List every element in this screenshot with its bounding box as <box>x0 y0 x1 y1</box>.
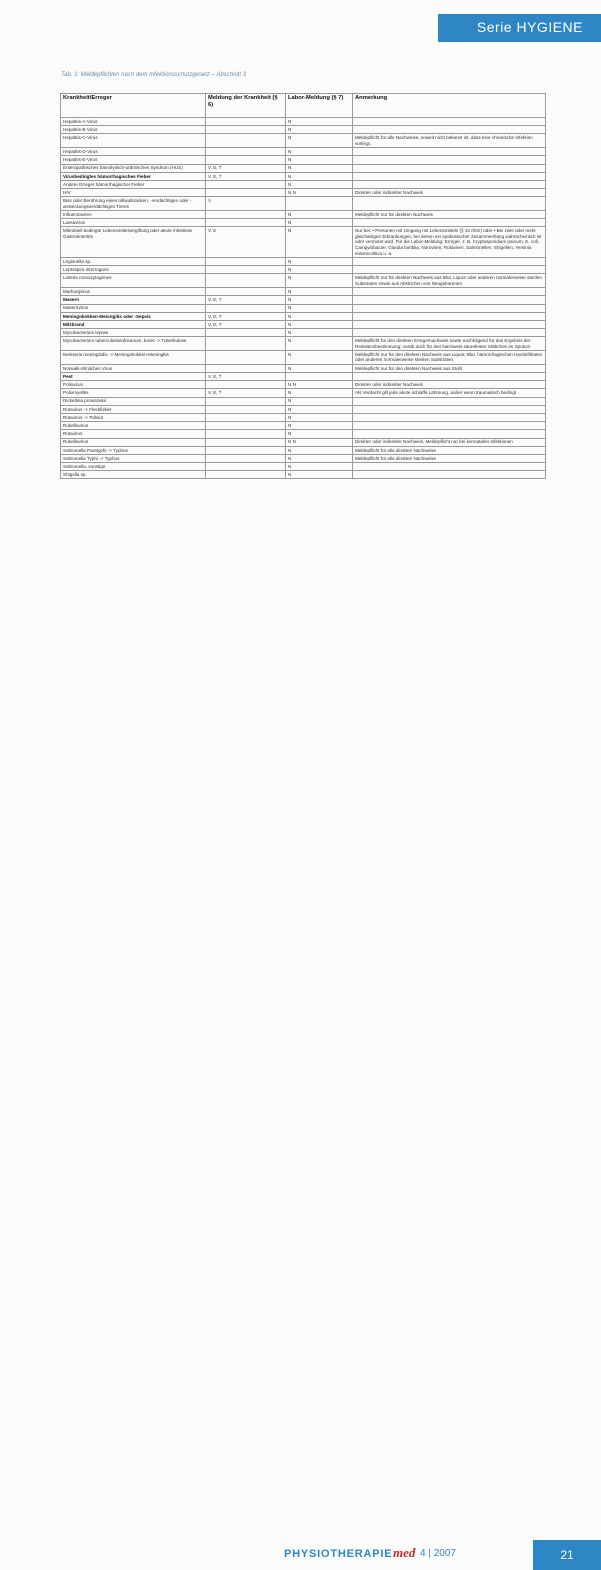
table-row <box>61 422 546 430</box>
magazine-med-logo: med <box>393 1545 416 1560</box>
cell-disease: Meningokokken-Meningitis oder -Sepsis <box>61 312 206 320</box>
cell-report-6 <box>206 463 286 471</box>
table-row <box>61 197 546 211</box>
cell-report-7: N <box>286 471 353 479</box>
cell-report-7: N <box>286 258 353 266</box>
cell-report-6 <box>206 364 286 372</box>
cell-disease: Poliomyelitis <box>61 389 206 397</box>
cell-report-6 <box>206 156 286 164</box>
cell-report-7: N <box>286 329 353 337</box>
cell-report-6: V, E, T <box>206 172 286 180</box>
cell-report-7: N <box>286 337 353 351</box>
cell-disease: Biss oder Berührung eines tollwutkranken, -verdächtigen oder -ansteckungsverdächtigen Tieres <box>61 197 206 211</box>
cell-disease: Milzbrand <box>61 320 206 328</box>
cell-note <box>353 405 546 413</box>
cell-note <box>353 312 546 320</box>
table-row <box>61 258 546 266</box>
cell-report-6 <box>206 219 286 227</box>
table-row <box>61 463 546 471</box>
table-row <box>61 312 546 320</box>
table-caption: Tab. 1: Meldepflichten nach dem Infektionsschutzgesetz – Abschnitt 3 <box>61 72 246 78</box>
cell-note <box>353 258 546 266</box>
cell-report-7 <box>286 373 353 381</box>
series-title: Serie HYGIENE <box>476 19 583 35</box>
cell-note <box>353 148 546 156</box>
cell-disease: Pest <box>61 373 206 381</box>
cell-report-6 <box>206 189 286 197</box>
cell-report-7: N <box>286 413 353 421</box>
cell-disease: Mikrobiell bedingte Lebensmittelvergiftung oder akute infektiöse Gastroenteritis <box>61 227 206 258</box>
cell-report-7: N <box>286 405 353 413</box>
cell-note: Meldepflicht für alle Nachweise, soweit nicht bekannt ist, dass eine chronische Infektion vorliegt. <box>353 134 546 148</box>
cell-disease: Leptospira interrogans <box>61 266 206 274</box>
table-row <box>61 288 546 296</box>
cell-note: Meldepflicht für den direkten Erregernachweis sowie nachfolgend für das Ergebnis der Resistenzbestimmung; vorab auch für den Nachweis säurefester Stäbchen im Sputum <box>353 337 546 351</box>
cell-note <box>353 172 546 180</box>
cell-report-6 <box>206 397 286 405</box>
cell-disease: Masernvirus <box>61 304 206 312</box>
cell-note <box>353 373 546 381</box>
cell-note <box>353 197 546 211</box>
cell-note: Meldepflicht für alle direkten Nachweise <box>353 446 546 454</box>
cell-note: Meldepflicht nur für den direkten Nachweis aus Liquor, Blut, hämorrhagischen Hautinfiltraten oder anderen normalerweise sterilen Substraten <box>353 351 546 365</box>
cell-report-7: N <box>286 126 353 134</box>
table-row <box>61 446 546 454</box>
cell-report-6: V, E, T <box>206 164 286 172</box>
cell-report-6 <box>206 351 286 365</box>
cell-disease: Hepatitis-C-Virus <box>61 134 206 148</box>
cell-disease: Virusbedingtes hämorrhagisches Fieber <box>61 172 206 180</box>
cell-note <box>353 296 546 304</box>
cell-disease: Mycobacterium leprae <box>61 329 206 337</box>
cell-disease: Rubellavirus <box>61 422 206 430</box>
cell-note <box>353 320 546 328</box>
cell-disease: Salmonella Paratyphi -> Typhus <box>61 446 206 454</box>
table-row <box>61 304 546 312</box>
cell-note <box>353 329 546 337</box>
table-row <box>61 172 546 180</box>
cell-note <box>353 422 546 430</box>
table-row <box>61 471 546 479</box>
cell-report-7: N <box>286 172 353 180</box>
table-row <box>61 164 546 172</box>
table-row <box>61 227 546 258</box>
cell-report-6 <box>206 454 286 462</box>
cell-note: Meldepflicht für alle direkten Nachweise <box>353 454 546 462</box>
cell-report-6 <box>206 337 286 351</box>
cell-disease: Legionella sp. <box>61 258 206 266</box>
cell-report-6: V, E, T <box>206 296 286 304</box>
cell-disease: Mycobacterium tuberculosis/africanum, bovis -> Tuberkulose <box>61 337 206 351</box>
cell-note: Meldepflicht nur für direkten Nachweis <box>353 211 546 219</box>
table-row <box>61 397 546 405</box>
cell-report-7: N <box>286 454 353 462</box>
cell-report-7: N <box>286 148 353 156</box>
cell-disease: Influenzaviren <box>61 211 206 219</box>
cell-report-7: N N <box>286 438 353 446</box>
cell-report-7: N <box>286 364 353 372</box>
table-row <box>61 211 546 219</box>
table-row <box>61 454 546 462</box>
cell-disease: Enteropathisches hämolytisch-urämisches Syndrom (HUS) <box>61 164 206 172</box>
cell-report-6 <box>206 288 286 296</box>
cell-report-7: N <box>286 463 353 471</box>
cell-disease: Hepatitis-A-Virus <box>61 118 206 126</box>
page-footer <box>0 770 601 1562</box>
cell-disease: Hepatitis-D-Virus <box>61 148 206 156</box>
cell-report-7: N <box>286 134 353 148</box>
cell-report-7: N <box>286 180 353 188</box>
table-row <box>61 134 546 148</box>
cell-report-6: V, E, T <box>206 373 286 381</box>
cell-report-6 <box>206 258 286 266</box>
table-row <box>61 413 546 421</box>
cell-disease: Hepatitis-E-Virus <box>61 156 206 164</box>
table-row <box>61 156 546 164</box>
cell-report-7: N <box>286 164 353 172</box>
table-row <box>61 274 546 288</box>
cell-note <box>353 118 546 126</box>
cell-disease: Norwalk-ähnliches Virus <box>61 364 206 372</box>
cell-note: Direkter oder indirekter Nachweis <box>353 381 546 389</box>
cell-report-7: N <box>286 430 353 438</box>
table-row <box>61 430 546 438</box>
table-row <box>61 438 546 446</box>
cell-report-7: N <box>286 312 353 320</box>
table-row <box>61 373 546 381</box>
cell-disease: Listeria monocytogenes <box>61 274 206 288</box>
table-row <box>61 329 546 337</box>
cell-report-7: N <box>286 304 353 312</box>
cell-report-6 <box>206 438 286 446</box>
cell-report-6 <box>206 471 286 479</box>
cell-report-6: V, E <box>206 227 286 258</box>
table-row <box>61 148 546 156</box>
table-header-row <box>61 94 546 118</box>
cell-note <box>353 471 546 479</box>
table-row <box>61 364 546 372</box>
cell-report-6: V, E, T <box>206 312 286 320</box>
cell-report-6: V, E, T <box>206 389 286 397</box>
cell-report-7: N <box>286 266 353 274</box>
table-row <box>61 381 546 389</box>
cell-note <box>353 463 546 471</box>
cell-note <box>353 288 546 296</box>
cell-note: Meldepflicht nur für den direkten Nachweis aus Stuhl <box>353 364 546 372</box>
cell-report-7: N <box>286 274 353 288</box>
cell-note: Als Verdacht gilt jede akute schlaffe Lähmung, außer wenn traumatisch bedingt <box>353 389 546 397</box>
cell-disease: Shigella sp. <box>61 471 206 479</box>
table-row <box>61 351 546 365</box>
cell-note: Direkter oder indirekter Nachweis, Meldepflicht nur bei konnatalen Infektionen <box>353 438 546 446</box>
cell-disease: Rubellavirus <box>61 438 206 446</box>
table-row <box>61 219 546 227</box>
cell-disease: Lassavirus <box>61 219 206 227</box>
cell-report-7: N <box>286 156 353 164</box>
cell-disease: Hepatitis-B-Virus <box>61 126 206 134</box>
table-row <box>61 320 546 328</box>
cell-report-6 <box>206 180 286 188</box>
cell-report-7: N <box>286 389 353 397</box>
reporting-table <box>60 93 546 479</box>
cell-report-7: N <box>286 118 353 126</box>
cell-note: Nur bei: • Personen mit Umgang mit Lebensmitteln (§ 42 IfSG) oder • Bei zwei oder mehr gleichartigen Erkrankungen, bei denen ein epidemischer Zusammenhang wahrscheinlich ist oder vermutet wird. Für die Labor-Meldung: Erreger, z. B. Cryptosporidium parvum, E. coli, Campylobacter, Giardia lamblia, Noroviren, Rotaviren, Salmonellen, Shigellen, Yersinia enterocolitica u. a. <box>353 227 546 258</box>
cell-report-7: N N <box>286 189 353 197</box>
cell-report-6 <box>206 266 286 274</box>
column-header-report-6: Meldung der Krankheit (§ 6) <box>206 94 286 118</box>
cell-report-6: V, E, T <box>206 320 286 328</box>
cell-report-6 <box>206 148 286 156</box>
cell-disease: Masern <box>61 296 206 304</box>
cell-disease: Salmonella, sonstige <box>61 463 206 471</box>
cell-note <box>353 156 546 164</box>
cell-note <box>353 397 546 405</box>
cell-report-6 <box>206 304 286 312</box>
cell-note: Meldepflicht nur für direkten Nachweis aus Blut, Liquor oder anderen normalerweise sterilen Substraten sowie aus Abstrichen von Neugeborenen <box>353 274 546 288</box>
issue-number: 4 | 2007 <box>420 1548 456 1559</box>
cell-report-7: N <box>286 288 353 296</box>
cell-note <box>353 126 546 134</box>
page-number-box <box>533 1540 601 1570</box>
cell-note: Direkter oder indirekter Nachweis <box>353 189 546 197</box>
table-row <box>61 126 546 134</box>
cell-disease: Rotavirus -> Tollwut <box>61 413 206 421</box>
cell-report-7: N <box>286 219 353 227</box>
table-row <box>61 118 546 126</box>
cell-disease: Rickettsia prowazekii <box>61 397 206 405</box>
table-row <box>61 389 546 397</box>
cell-disease: Rotavirus <box>61 430 206 438</box>
cell-report-6: V <box>206 197 286 211</box>
cell-disease: Marburgvirus <box>61 288 206 296</box>
cell-report-6 <box>206 274 286 288</box>
cell-report-7: N <box>286 296 353 304</box>
cell-report-7: N <box>286 211 353 219</box>
cell-report-6 <box>206 413 286 421</box>
cell-report-6 <box>206 446 286 454</box>
table-row <box>61 189 546 197</box>
magazine-brand: PHYSIOTHERAPIE <box>284 1548 393 1560</box>
cell-note <box>353 164 546 172</box>
table-row <box>61 337 546 351</box>
cell-disease: Rotavirus -> Fleckfieber <box>61 405 206 413</box>
cell-report-7: N <box>286 397 353 405</box>
column-header-report-7: Labor-Meldung (§ 7) <box>286 94 353 118</box>
cell-report-6 <box>206 118 286 126</box>
cell-note <box>353 180 546 188</box>
cell-note <box>353 219 546 227</box>
table-row <box>61 180 546 188</box>
cell-report-6 <box>206 430 286 438</box>
cell-disease: Salmonella Typhi -> Typhus <box>61 454 206 462</box>
page-number: 21 <box>560 1548 574 1562</box>
cell-disease: Poliovirus <box>61 381 206 389</box>
cell-report-7: N <box>286 446 353 454</box>
cell-note <box>353 266 546 274</box>
cell-disease: Andere Erreger hämorrhagischer Fieber <box>61 180 206 188</box>
cell-report-7: N <box>286 227 353 258</box>
cell-report-6 <box>206 329 286 337</box>
column-header-disease: Krankheit/Erreger <box>61 94 206 118</box>
cell-disease: Neisseria meningitidis -> Meningokokken-Meningitis <box>61 351 206 365</box>
table-row <box>61 296 546 304</box>
cell-report-6 <box>206 381 286 389</box>
table-row <box>61 405 546 413</box>
column-header-note: Anmerkung <box>353 94 546 118</box>
cell-report-6 <box>206 211 286 219</box>
cell-report-6 <box>206 422 286 430</box>
cell-report-7: N <box>286 422 353 430</box>
cell-disease: HIV <box>61 189 206 197</box>
cell-report-7: N <box>286 320 353 328</box>
cell-note <box>353 430 546 438</box>
cell-report-7: N <box>286 351 353 365</box>
cell-note <box>353 304 546 312</box>
cell-report-6 <box>206 134 286 148</box>
cell-note <box>353 413 546 421</box>
cell-report-6 <box>206 126 286 134</box>
series-banner <box>438 14 601 42</box>
cell-report-7 <box>286 197 353 211</box>
table-row <box>61 266 546 274</box>
cell-report-7: N N <box>286 381 353 389</box>
cell-report-6 <box>206 405 286 413</box>
